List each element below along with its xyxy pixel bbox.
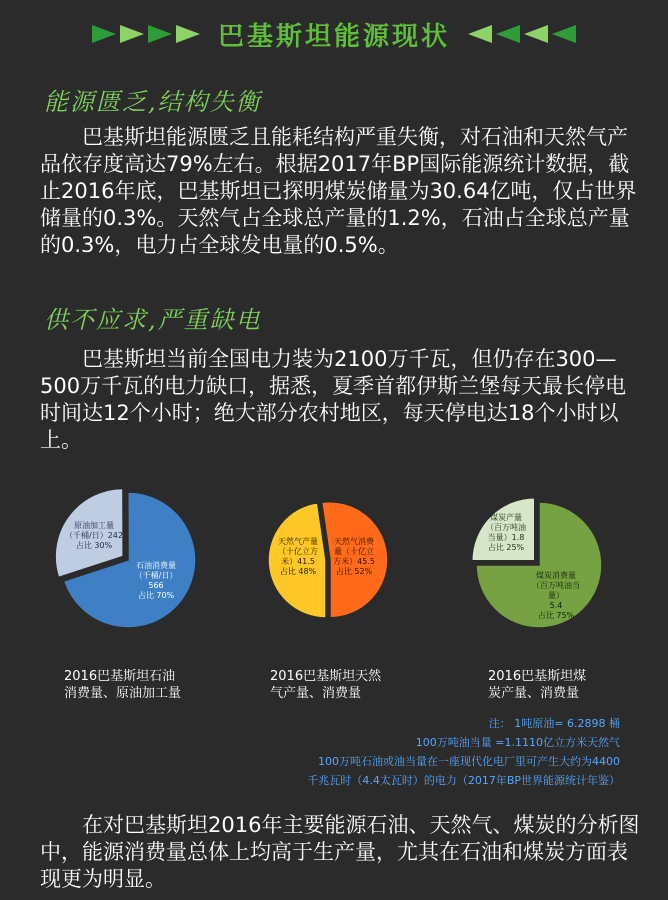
right-arrows-icon — [92, 25, 200, 43]
pie-data-label: 占比 70% — [137, 591, 175, 600]
section2-paragraph: 巴基斯坦当前全国电力装为2100万千瓦，但仍存在300—500万千瓦的电力缺口，据悉，夏季首都伊斯兰堡每天最长停电时间达12个小时；绝大部分农村地区，每天停电达18个小时以上。 — [40, 347, 627, 452]
oil-caption-line: 2016巴基斯坦石油 — [64, 669, 176, 684]
conclusion-paragraph: 在对巴基斯坦2016年主要能源石油、天然气、煤炭的分析图中，能源消费量总体上均高于生产量，尤其在石油和煤炭方面表现更为明显。 — [40, 813, 640, 891]
section1-heading: 能源匮乏,结构失衡 — [44, 88, 262, 116]
pie-data-label: 量（十亿立 — [334, 547, 374, 556]
page-title: 巴基斯坦能源现状 — [217, 21, 450, 52]
pie-data-label: 当量）1.8 — [487, 533, 525, 542]
pie-data-label: （千桶/日） — [134, 571, 178, 580]
oil-pie-chart — [58, 490, 198, 630]
pie-data-label: 占比 52% — [335, 567, 373, 576]
pie-data-label: 煤炭产量 — [490, 513, 522, 522]
pie-data-label: 方米）45.5 — [333, 557, 375, 566]
oil-caption-line: 消费量、原油加工量 — [64, 686, 182, 701]
left-arrows-icon — [468, 25, 576, 43]
footnote — [280, 714, 620, 790]
footnote-line: 千兆瓦时（4.4太瓦时）的电力（2017年BP世界能源统计年鉴） — [307, 774, 620, 787]
coal-pie-chart — [474, 500, 604, 630]
pie-data-label: （十亿立方 — [278, 547, 318, 556]
gas-caption-line: 2016巴基斯坦天然 — [270, 669, 382, 684]
pie-data-label: 石油消费量 — [136, 561, 176, 570]
section2-heading: 供不应求,严重缺电 — [44, 306, 262, 334]
pie-data-label: 占比 25% — [487, 543, 525, 552]
pie-data-label: 占比 30% — [75, 541, 113, 550]
pie-data-label: （百万吨油 — [486, 523, 526, 532]
pie-data-label: 天然气产量 — [278, 537, 318, 546]
title-banner — [0, 12, 668, 56]
pie-data-label: 天然气消费 — [334, 537, 374, 546]
gas-caption-line: 气产量、消费量 — [270, 686, 362, 701]
pie-data-label: 566 — [148, 581, 164, 590]
oil-chart-caption — [64, 668, 181, 702]
coal-caption-line: 炭产量、消费量 — [488, 686, 580, 701]
pie-data-label: 米）41.5 — [281, 557, 315, 566]
pie-data-label: 煤炭消费量 — [536, 571, 576, 580]
pie-data-label: 占比 75% — [537, 611, 575, 620]
pie-data-label: （千桶/日）242 — [65, 531, 123, 540]
gas-chart-caption — [270, 668, 381, 702]
gas-pie-chart — [266, 500, 386, 620]
pie-data-label: 原油加工量 — [74, 521, 114, 530]
coal-caption-line: 2016巴基斯坦煤 — [488, 669, 587, 684]
footnote-line: 100万吨油当量 =1.1110亿立方米天然气 — [415, 736, 620, 749]
footnote-line: 注： 1吨原油= 6.2898 桶 — [488, 717, 620, 730]
pie-data-label: 5.4 — [549, 601, 563, 610]
section1-paragraph: 巴基斯坦能源匮乏且能耗结构严重失衡，对石油和天然气产品依存度高达79%左右。根据2017年BP国际能源统计数据，截止2016年底，巴基斯坦已探明煤炭储量为30.64亿吨，仅占世界储量的0.3%。天然气占全球总产量的1.2%，石油占全球总产量的0.3%，电力占全球发电量的0.5%。 — [40, 125, 637, 257]
pie-data-label: 占比 48% — [279, 567, 317, 576]
pie-data-label: 量） — [548, 591, 564, 600]
coal-chart-caption — [488, 668, 586, 702]
pie-data-label: （百万吨油当 — [532, 581, 580, 590]
footnote-line: 100万吨石油或油当量在一座现代化电厂里可产生大约为4400 — [318, 755, 620, 768]
